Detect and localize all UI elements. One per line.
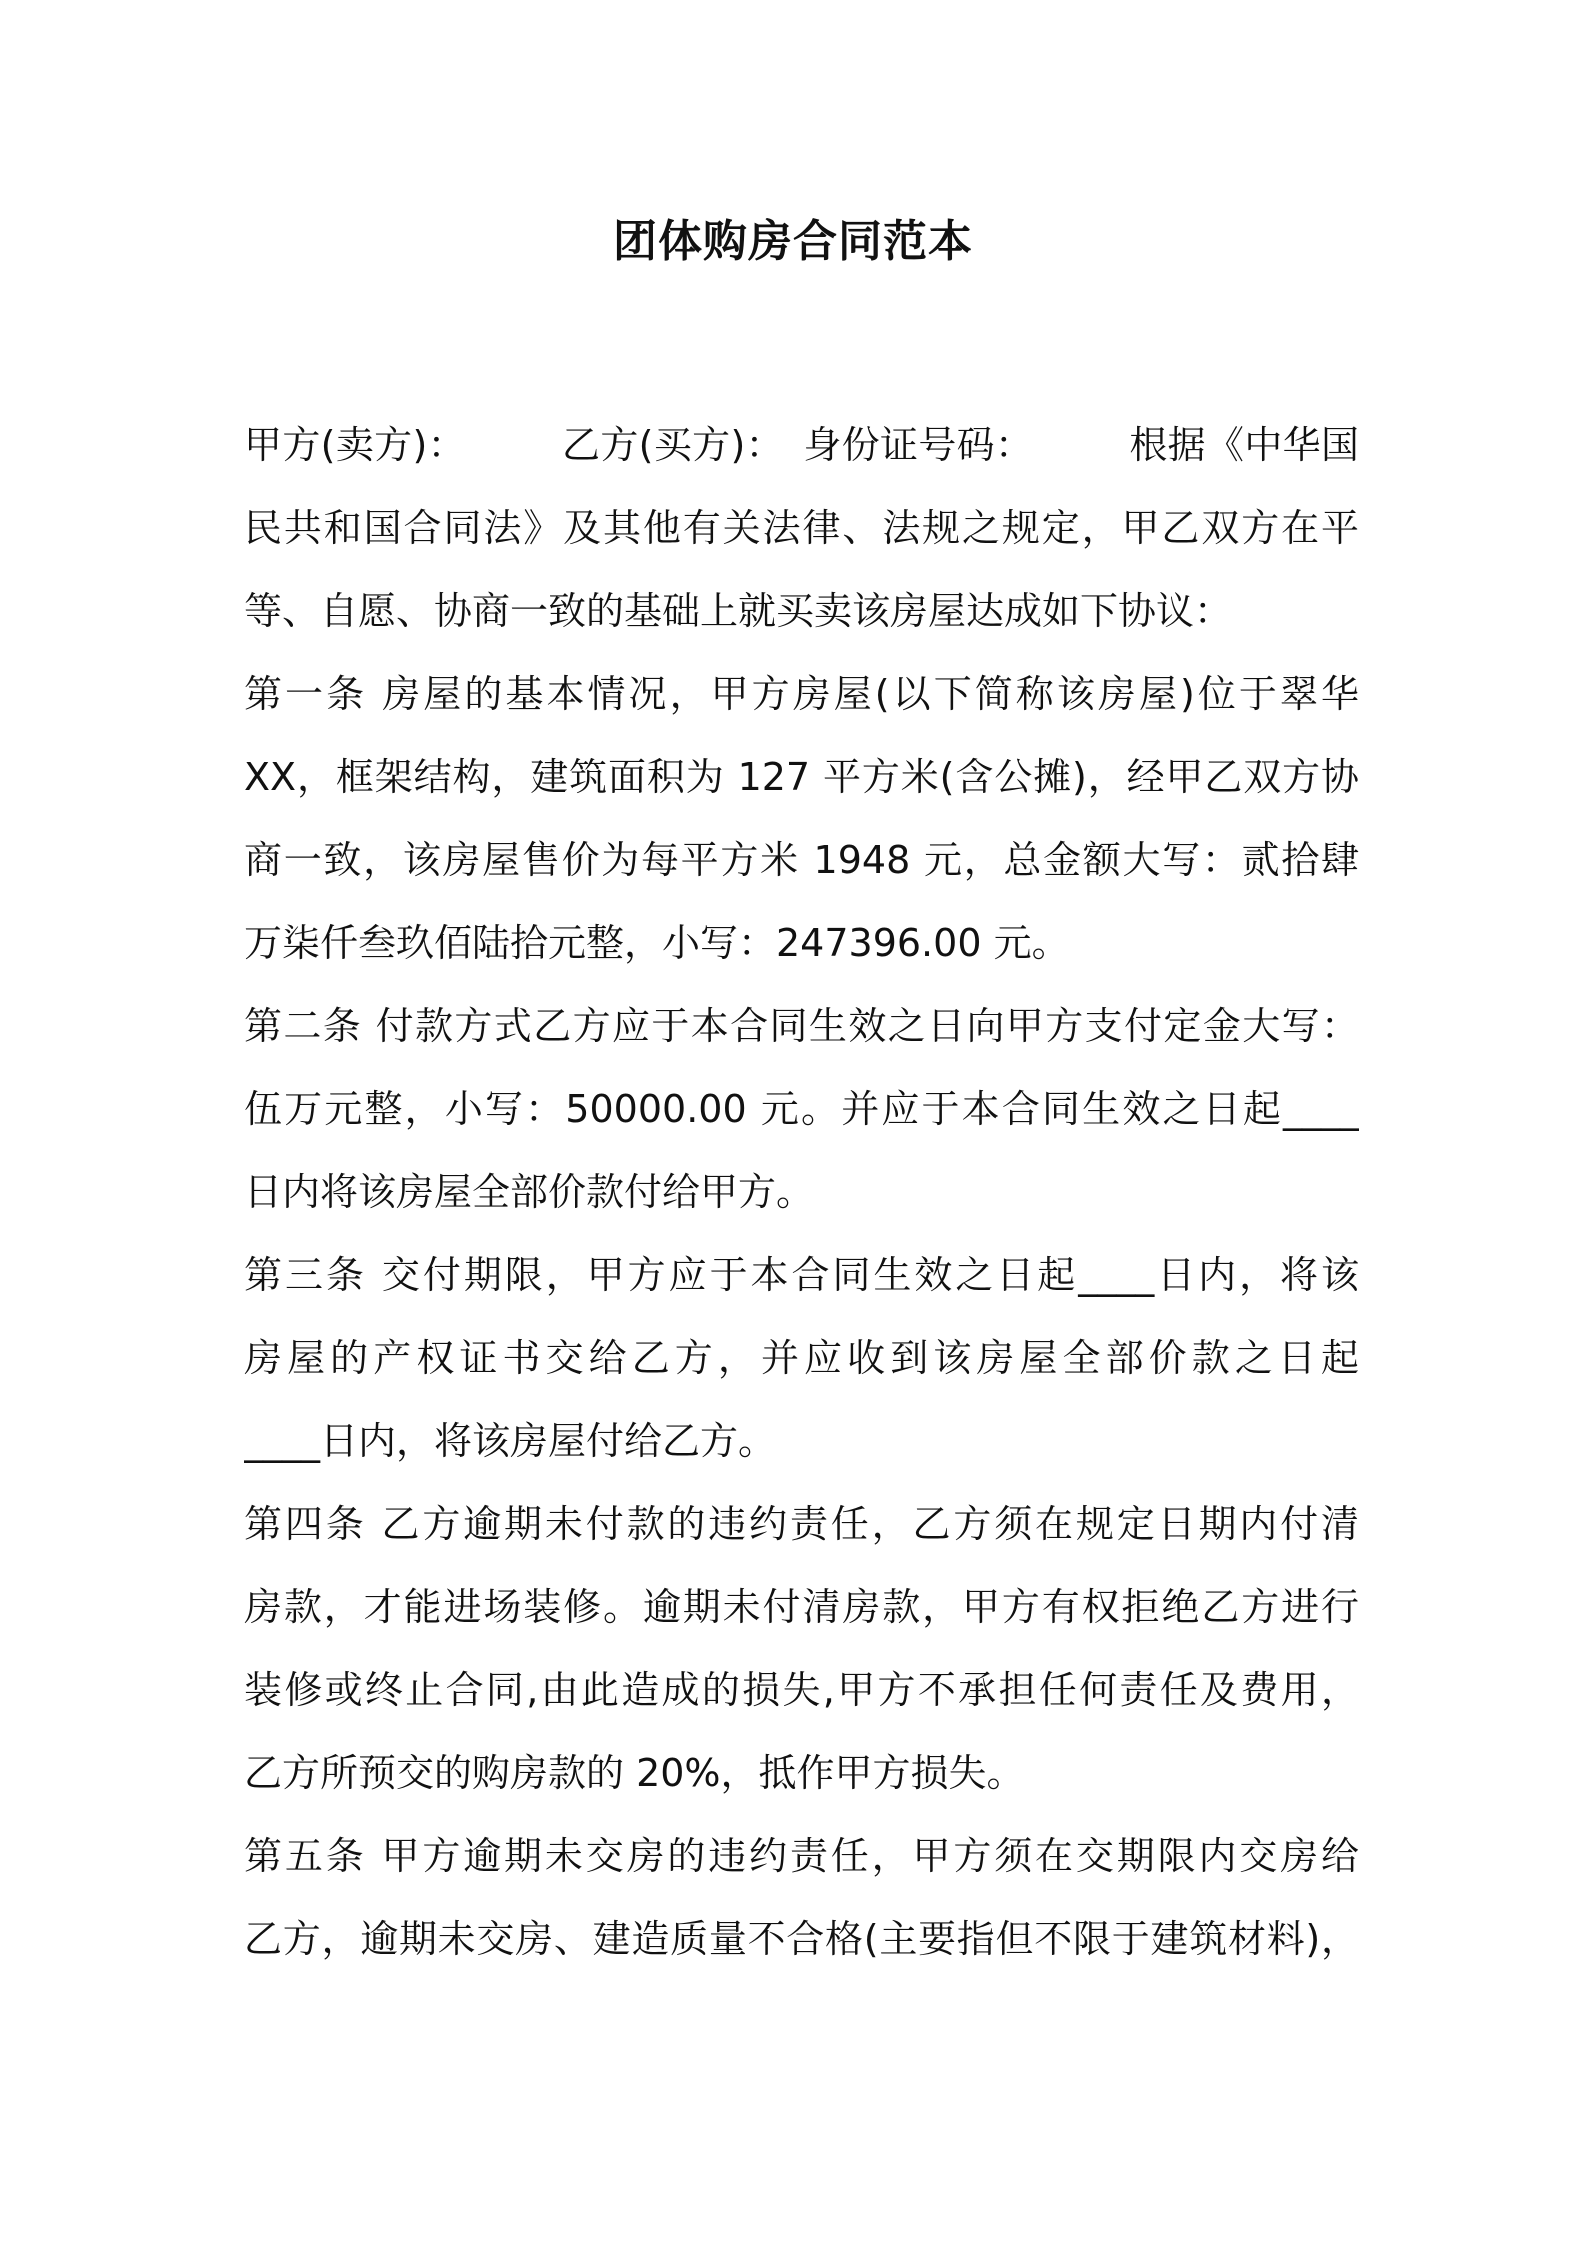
text-line: 等、自愿、协商一致的基础上就买卖该房屋达成如下协议： — [244, 589, 1233, 633]
text-line: 伍万元整，小写：50000.00 元。并应于本合同生效之日起____ — [244, 1087, 1359, 1131]
text-line: XX，框架结构，建筑面积为 127 平方米(含公摊)，经甲乙双方协 — [244, 755, 1359, 799]
text-line: 甲方(卖方)： 乙方(买方)： 身份证号码： 根据《中华国 — [244, 423, 1359, 467]
text-line: 房款，才能进场装修。逾期未付清房款，甲方有权拒绝乙方进行 — [244, 1585, 1359, 1629]
article-2-line: 第二条 付款方式乙方应于本合同生效之日向甲方支付定金大写： — [244, 1004, 1359, 1048]
text-line: 房屋的产权证书交给乙方，并应收到该房屋全部价款之日起 — [244, 1336, 1359, 1380]
text-line: 民共和国合同法》及其他有关法律、法规之规定，甲乙双方在平 — [244, 506, 1359, 550]
contract-body — [244, 404, 1359, 1981]
article-5-line: 第五条 甲方逾期未交房的违约责任，甲方须在交期限内交房给 — [244, 1834, 1359, 1878]
text-line: 日内将该房屋全部价款付给甲方。 — [244, 1170, 815, 1214]
article-4-line: 第四条 乙方逾期未付款的违约责任，乙方须在规定日期内付清 — [244, 1502, 1359, 1546]
text-line: 商一致，该房屋售价为每平方米 1948 元，总金额大写：贰拾肆 — [244, 838, 1359, 882]
page-title: 团体购房合同范本 — [613, 216, 973, 267]
text-line: 乙方所预交的购房款的 20%，抵作甲方损失。 — [244, 1751, 1025, 1795]
text-line: 装修或终止合同,由此造成的损失,甲方不承担任何责任及费用， — [244, 1668, 1359, 1712]
text-line: ____日内，将该房屋付给乙方。 — [244, 1419, 777, 1463]
article-1-line: 第一条 房屋的基本情况，甲方房屋(以下简称该房屋)位于翠华 — [244, 672, 1359, 716]
article-3-line: 第三条 交付期限，甲方应于本合同生效之日起____日内，将该 — [244, 1253, 1359, 1297]
text-line: 乙方，逾期未交房、建造质量不合格(主要指但不限于建筑材料)， — [244, 1917, 1359, 1961]
text-line: 万柒仟叁玖佰陆拾元整，小写：247396.00 元。 — [244, 921, 1070, 965]
